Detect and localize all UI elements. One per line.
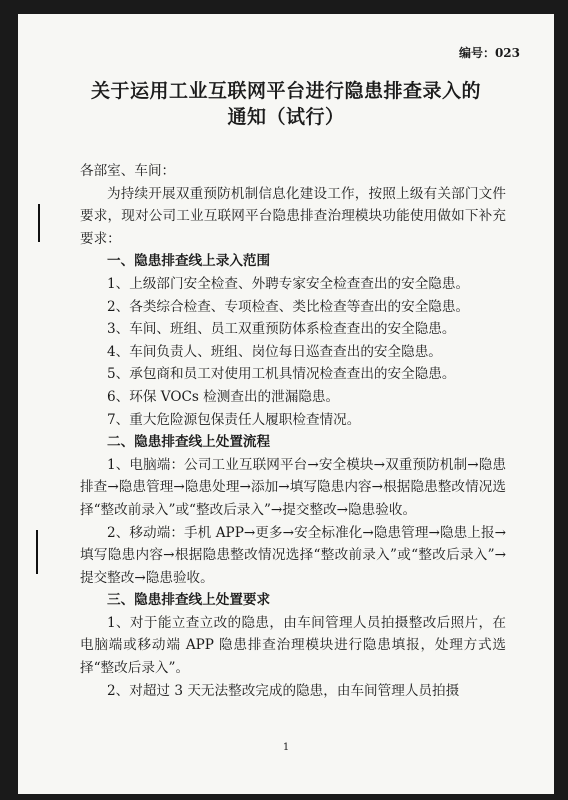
page-number: 1: [282, 742, 290, 753]
list-item: 2、移动端：手机 APP→更多→安全标准化→隐患管理→隐患上报→填写隐患内容→根据隐患整改情况选择“整改前录入”或“整改后录入”→提交整改→隐患验收。: [80, 524, 506, 586]
list-item: 3、车间、班组、员工双重预防体系检查查出的安全隐患。: [107, 321, 456, 338]
section-heading: 一、隐患排查线上录入范围: [107, 253, 271, 270]
list-item: 1、对于能立查立改的隐患，由车间管理人员拍摄整改后照片，在电脑端或移动端 APP 隐患排查治理模块进行隐患填报，处理方式选择“整改后录入”。: [80, 614, 506, 677]
document-body: [80, 160, 506, 702]
list-item: 6、环保 VOCs 检测查出的泄漏隐患。: [107, 388, 340, 405]
list-item: 2、对超过 3 天无法整改完成的隐患，由车间管理人员拍摄: [107, 682, 460, 699]
intro-paragraph: 为持续开展双重预防机制信息化建设工作，按照上级有关部门文件要求，现对公司工业互联网平台隐患排查治理模块功能使用做如下补充要求：: [80, 185, 506, 247]
title-line-1: 关于运用工业互联网平台进行隐患排查录入的: [90, 80, 481, 102]
list-item: 1、电脑端：公司工业互联网平台→安全模块→双重预防机制→隐患排查→隐患管理→隐患处理→添加→填写隐患内容→根据隐患整改情况选择“整改前录入”或“整改后录入”→提交整改→隐患验收。: [80, 456, 506, 518]
document-number: 编号：023: [458, 46, 520, 60]
list-item: 7、重大危险源包保责任人履职检查情况。: [107, 411, 361, 428]
section-heading: 三、隐患排查线上处置要求: [107, 592, 271, 609]
list-item: 4、车间负责人、班组、岗位每日巡查查出的安全隐患。: [107, 343, 442, 360]
margin-mark: [38, 204, 40, 242]
section-heading: 二、隐患排查线上处置流程: [107, 434, 271, 451]
list-item: 1、上级部门安全检查、外聘专家安全检查查出的安全隐患。: [107, 275, 470, 292]
document-page: [18, 14, 554, 794]
list-item: 5、承包商和员工对使用工机具情况检查查出的安全隐患。: [107, 366, 456, 383]
document-title: [18, 78, 554, 130]
list-item: 2、各类综合检查、专项检查、类比检查等查出的安全隐患。: [107, 298, 470, 315]
title-line-2: 通知（试行）: [227, 106, 345, 128]
salutation: 各部室、车间：: [80, 163, 176, 179]
margin-mark: [36, 530, 38, 574]
